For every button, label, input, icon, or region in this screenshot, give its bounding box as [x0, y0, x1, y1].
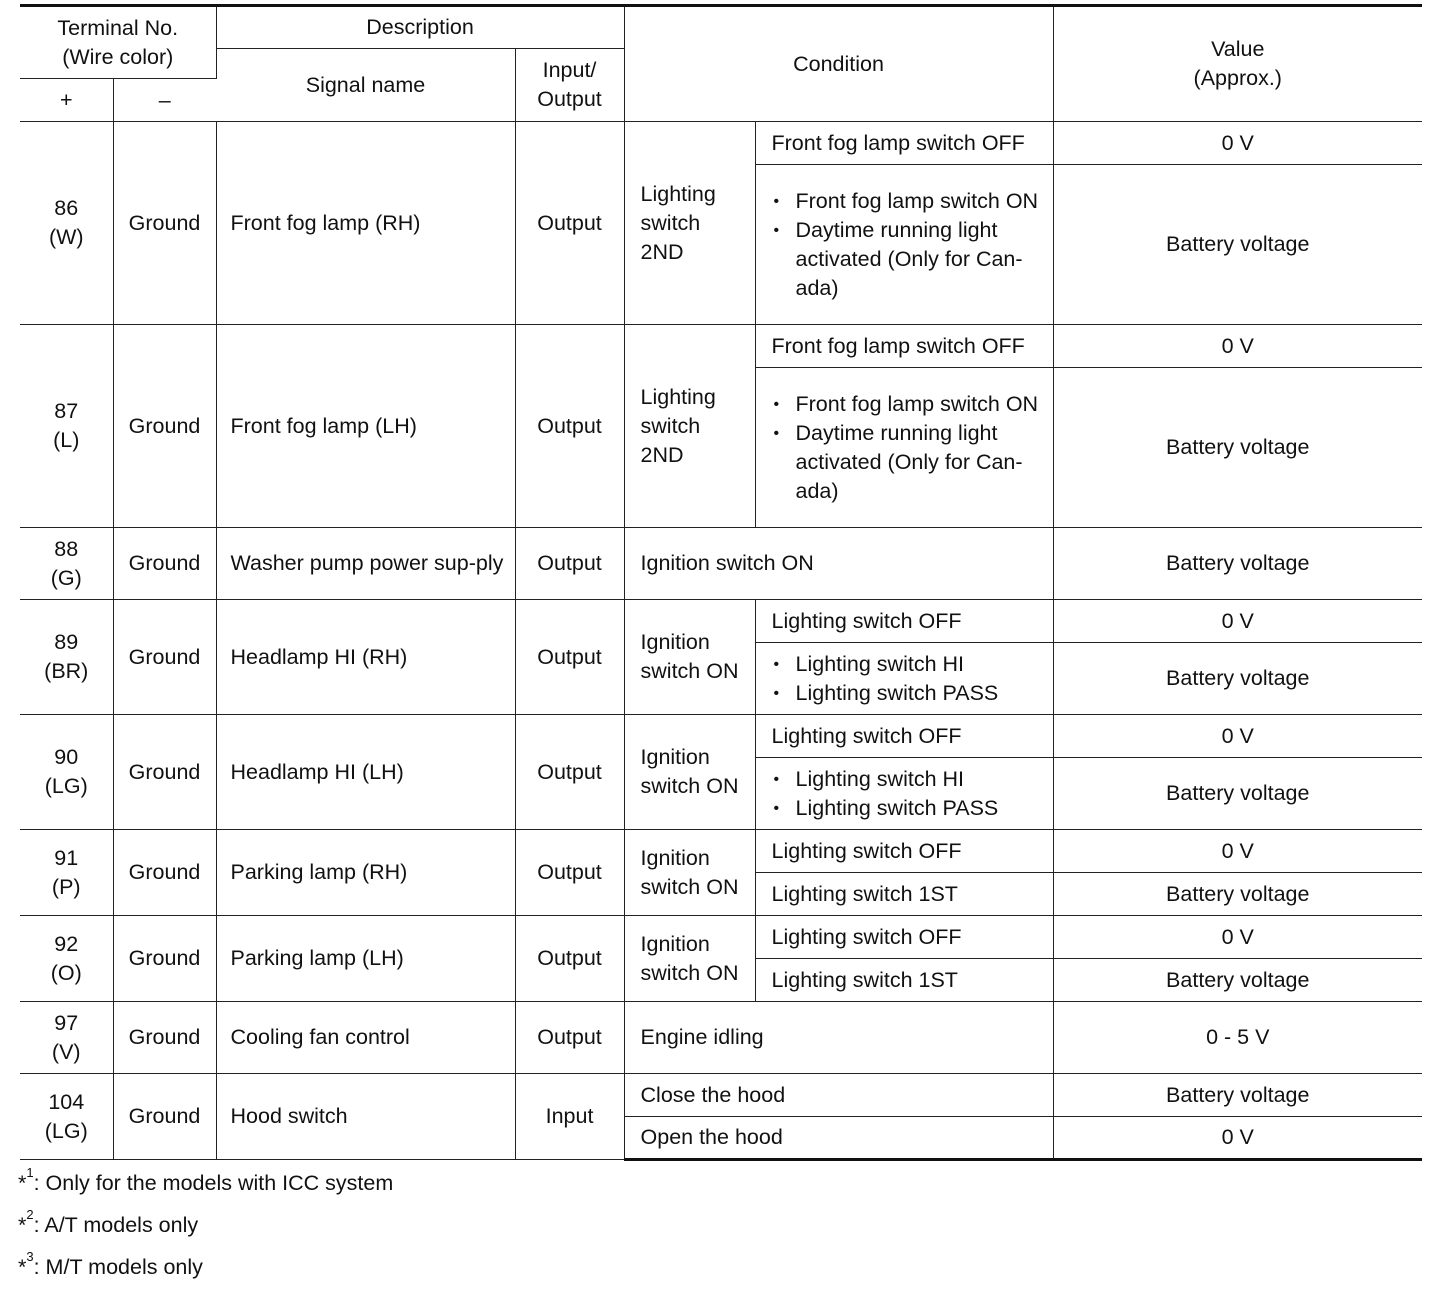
header-input-output: Input/ Output [515, 49, 624, 122]
terminal-cell: 88 (G) [20, 528, 113, 600]
header-description: Description [216, 6, 624, 49]
list-item: • Daytime running light activated (Only for Can-ada) [772, 419, 1045, 506]
ground-cell: Ground [113, 916, 216, 1002]
condition-sub-cell: Front fog lamp switch OFF [755, 325, 1053, 368]
signal-name-cell: Headlamp HI (LH) [216, 715, 515, 830]
value-cell: 0 V [1053, 830, 1422, 873]
condition-main-cell: Lighting switch 2ND [624, 325, 755, 528]
io-cell: Output [515, 715, 624, 830]
value-cell: Battery voltage [1053, 1074, 1422, 1117]
header-value: Value (Approx.) [1053, 6, 1422, 122]
terminal-cell: 86 (W) [20, 122, 113, 325]
io-cell: Output [515, 916, 624, 1002]
terminal-cell: 89 (BR) [20, 600, 113, 715]
ground-cell: Ground [113, 830, 216, 916]
condition-sub-cell: Lighting switch OFF [755, 830, 1053, 873]
signal-name-cell: Hood switch [216, 1074, 515, 1160]
ground-cell: Ground [113, 1074, 216, 1160]
condition-sub-cell: Lighting switch OFF [755, 600, 1053, 643]
signal-name-cell: Cooling fan control [216, 1002, 515, 1074]
condition-sub-cell: Lighting switch OFF [755, 715, 1053, 758]
table-row [20, 122, 1422, 165]
header-terminal-no: Terminal No. (Wire color) [20, 6, 216, 79]
terminal-cell: 91 (P) [20, 830, 113, 916]
table-row [20, 916, 1422, 959]
condition-main-cell: Ignition switch ON [624, 715, 755, 830]
footnote: *$^3$: M/T models only [18, 1249, 203, 1279]
value-cell: Battery voltage [1053, 758, 1422, 830]
signal-name-cell: Front fog lamp (LH) [216, 325, 515, 528]
ground-cell: Ground [113, 600, 216, 715]
condition-cell: Close the hood [624, 1074, 1053, 1117]
signal-name-cell: Parking lamp (RH) [216, 830, 515, 916]
terminal-cell: 92 (O) [20, 916, 113, 1002]
list-item: • Lighting switch PASS [772, 794, 1045, 823]
value-cell: Battery voltage [1053, 528, 1422, 600]
header-condition: Condition [624, 6, 1053, 122]
condition-sub-cell: Lighting switch OFF [755, 916, 1053, 959]
header-plus: + [20, 79, 113, 122]
list-item: • Lighting switch HI [772, 650, 1045, 679]
io-cell: Output [515, 600, 624, 715]
condition-cell: Ignition switch ON [624, 528, 1053, 600]
condition-sub-cell [755, 368, 1053, 528]
signal-name-cell: Parking lamp (LH) [216, 916, 515, 1002]
terminal-spec-table [20, 4, 1422, 1161]
value-cell: Battery voltage [1053, 959, 1422, 1002]
terminal-cell: 104 (LG) [20, 1074, 113, 1160]
condition-main-cell: Ignition switch ON [624, 916, 755, 1002]
ground-cell: Ground [113, 715, 216, 830]
terminal-cell: 90 (LG) [20, 715, 113, 830]
header-minus: – [113, 79, 216, 122]
condition-sub-cell [755, 643, 1053, 715]
condition-sub-cell [755, 165, 1053, 325]
condition-main-cell: Ignition switch ON [624, 600, 755, 715]
value-cell: Battery voltage [1053, 368, 1422, 528]
ground-cell: Ground [113, 325, 216, 528]
condition-main-cell: Ignition switch ON [624, 830, 755, 916]
table-row [20, 830, 1422, 873]
terminal-cell: 87 (L) [20, 325, 113, 528]
value-cell: 0 V [1053, 325, 1422, 368]
condition-cell: Engine idling [624, 1002, 1053, 1074]
io-cell: Output [515, 122, 624, 325]
value-cell: 0 V [1053, 600, 1422, 643]
footnotes [18, 1166, 393, 1292]
condition-main-cell: Lighting switch 2ND [624, 122, 755, 325]
io-cell: Output [515, 1002, 624, 1074]
signal-name-cell: Washer pump power sup-ply [216, 528, 515, 600]
list-item: • Front fog lamp switch ON [772, 390, 1045, 419]
footnote: *$^1$: Only for the models with ICC system [18, 1165, 394, 1195]
value-cell: 0 V [1053, 916, 1422, 959]
condition-sub-cell [755, 758, 1053, 830]
table-row [20, 1002, 1422, 1074]
table-row [20, 325, 1422, 368]
signal-name-cell: Headlamp HI (RH) [216, 600, 515, 715]
table-row [20, 715, 1422, 758]
io-cell: Output [515, 325, 624, 528]
list-item: • Daytime running light activated (Only for Can-ada) [772, 216, 1045, 303]
table-row [20, 1074, 1422, 1117]
value-cell: 0 V [1053, 122, 1422, 165]
ground-cell: Ground [113, 122, 216, 325]
value-cell: Battery voltage [1053, 873, 1422, 916]
condition-sub-cell: Lighting switch 1ST [755, 959, 1053, 1002]
ground-cell: Ground [113, 1002, 216, 1074]
value-cell: 0 - 5 V [1053, 1002, 1422, 1074]
footnote: *$^2$: A/T models only [18, 1207, 199, 1237]
header-signal-name: Signal name [216, 49, 515, 122]
condition-sub-cell: Lighting switch 1ST [755, 873, 1053, 916]
io-cell: Output [515, 830, 624, 916]
condition-cell: Open the hood [624, 1117, 1053, 1160]
table-row [20, 528, 1422, 600]
ground-cell: Ground [113, 528, 216, 600]
list-item: • Front fog lamp switch ON [772, 187, 1045, 216]
list-item: • Lighting switch PASS [772, 679, 1045, 708]
signal-name-cell: Front fog lamp (RH) [216, 122, 515, 325]
terminal-cell: 97 (V) [20, 1002, 113, 1074]
value-cell: 0 V [1053, 1117, 1422, 1160]
value-cell: 0 V [1053, 715, 1422, 758]
condition-sub-cell: Front fog lamp switch OFF [755, 122, 1053, 165]
table-header [20, 6, 1422, 122]
list-item: • Lighting switch HI [772, 765, 1045, 794]
io-cell: Input [515, 1074, 624, 1160]
table-row [20, 600, 1422, 643]
value-cell: Battery voltage [1053, 643, 1422, 715]
value-cell: Battery voltage [1053, 165, 1422, 325]
io-cell: Output [515, 528, 624, 600]
